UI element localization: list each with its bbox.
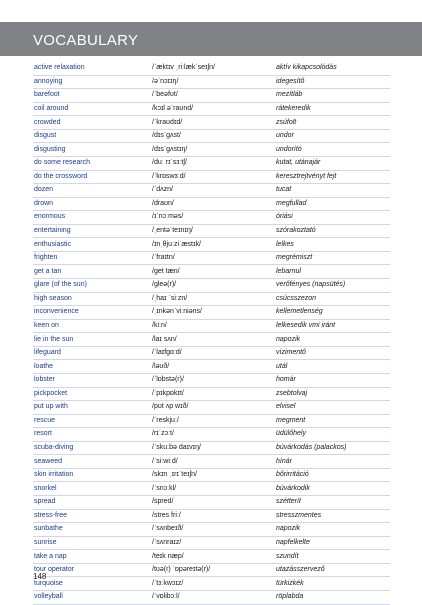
vocabulary-word: enthusiastic: [33, 238, 150, 252]
vocabulary-row: [33, 116, 390, 130]
pronunciation: /ˈpɪkpɒkɪt/: [150, 387, 273, 401]
pronunciation: /ɡleə(r)/: [150, 279, 273, 293]
translation: megment: [273, 414, 390, 428]
vocabulary-word: glare (of the sun): [33, 279, 150, 293]
page-number: 148: [33, 572, 47, 581]
translation: undorító: [273, 143, 390, 157]
vocabulary-row: [33, 428, 390, 442]
vocabulary-word: coil around: [33, 102, 150, 116]
pronunciation: /ˈfraɪtn/: [150, 251, 273, 265]
translation: bőrirritáció: [273, 468, 390, 482]
translation: búvárkodás (palackos): [273, 441, 390, 455]
translation: türkizkék: [273, 577, 390, 591]
vocabulary-row: [33, 197, 390, 211]
vocabulary-word: sunrise: [33, 536, 150, 550]
pronunciation: /ˈæktɪv ˌriːlækˈseɪʃn/: [150, 62, 273, 75]
pronunciation: /ˈlaɪfɡɑːd/: [150, 346, 273, 360]
vocabulary-row: [33, 75, 390, 89]
translation: szétterít: [273, 496, 390, 510]
vocabulary-word: high season: [33, 292, 150, 306]
vocabulary-row: [33, 129, 390, 143]
pronunciation: /ɪnˌθjuːziˈæstɪk/: [150, 238, 273, 252]
pronunciation: /ˈsnɔːkl/: [150, 482, 273, 496]
pronunciation: /ˈkrɒswɜːd/: [150, 170, 273, 184]
translation: megrémiszt: [273, 251, 390, 265]
vocabulary-word: disgusting: [33, 143, 150, 157]
vocabulary-word: snorkel: [33, 482, 150, 496]
vocabulary-row: [33, 536, 390, 550]
translation: lelkes: [273, 238, 390, 252]
translation: hínár: [273, 455, 390, 469]
vocabulary-row: [33, 577, 390, 591]
pronunciation: /kɔɪl əˈraʊnd/: [150, 102, 273, 116]
vocabulary-row: [33, 224, 390, 238]
vocabulary-word: take a nap: [33, 550, 150, 564]
vocabulary-row: [33, 89, 390, 103]
translation: utazásszervező: [273, 563, 390, 577]
vocabulary-word: crowded: [33, 116, 150, 130]
pronunciation: /ˈskuːbə daɪvɪŋ/: [150, 441, 273, 455]
vocabulary-row: [33, 265, 390, 279]
vocabulary-list: [33, 62, 390, 604]
pronunciation: /ˈtɜːkwɔɪz/: [150, 577, 273, 591]
vocabulary-row: [33, 251, 390, 265]
translation: stresszmentes: [273, 509, 390, 523]
vocabulary-row: [33, 279, 390, 293]
translation: búvárkodik: [273, 482, 390, 496]
vocabulary-row: [33, 143, 390, 157]
pronunciation: /dɪsˈɡʌstɪŋ/: [150, 143, 273, 157]
vocabulary-word: inconvenience: [33, 306, 150, 320]
translation: kellemetlenség: [273, 306, 390, 320]
vocabulary-row: [33, 414, 390, 428]
vocabulary-row: [33, 468, 390, 482]
vocabulary-row: [33, 156, 390, 170]
vocabulary-row: [33, 455, 390, 469]
translation: napozik: [273, 523, 390, 537]
vocabulary-row: [33, 563, 390, 577]
vocabulary-word: pickpocket: [33, 387, 150, 401]
vocabulary-word: lie in the sun: [33, 333, 150, 347]
translation: homár: [273, 373, 390, 387]
vocabulary-word: skin irritation: [33, 468, 150, 482]
vocabulary-row: [33, 401, 390, 415]
translation: rátekeredik: [273, 102, 390, 116]
vocabulary-table: [33, 62, 390, 605]
translation: napozik: [273, 333, 390, 347]
vocabulary-word: sunbathe: [33, 523, 150, 537]
pronunciation: /ˈbeəfʊt/: [150, 89, 273, 103]
vocabulary-word: turquoise: [33, 577, 150, 591]
vocabulary-row: [33, 373, 390, 387]
pronunciation: /əˈnɔɪɪŋ/: [150, 75, 273, 89]
translation: lebarnul: [273, 265, 390, 279]
vocabulary-row: [33, 292, 390, 306]
vocabulary-row: [33, 102, 390, 116]
vocabulary-row: [33, 482, 390, 496]
pronunciation: /ˌɪnkənˈviːniəns/: [150, 306, 273, 320]
translation: zsúfolt: [273, 116, 390, 130]
vocabulary-word: enormous: [33, 211, 150, 225]
vocabulary-row: [33, 387, 390, 401]
vocabulary-row: [33, 523, 390, 537]
vocabulary-word: volleyball: [33, 590, 150, 604]
vocabulary-row: [33, 306, 390, 320]
pronunciation: /teɪk næp/: [150, 550, 273, 564]
pronunciation: /ˈsʌnraɪz/: [150, 536, 273, 550]
vocabulary-word: get a tan: [33, 265, 150, 279]
pronunciation: /ləʊð/: [150, 360, 273, 374]
vocabulary-word: frighten: [33, 251, 150, 265]
vocabulary-word: put up with: [33, 401, 150, 415]
vocabulary-row: [33, 170, 390, 184]
vocabulary-word: active relaxation: [33, 62, 150, 75]
translation: kutat, utánajár: [273, 156, 390, 170]
pronunciation: /ˈvɒlibɔːl/: [150, 590, 273, 604]
translation: aktív kikapcsolódás: [273, 62, 390, 75]
vocabulary-word: dozen: [33, 184, 150, 198]
pronunciation: /ˈkraʊdɪd/: [150, 116, 273, 130]
vocabulary-word: entertaining: [33, 224, 150, 238]
vocabulary-word: disgust: [33, 129, 150, 143]
page-title: VOCABULARY: [33, 32, 139, 49]
vocabulary-row: [33, 441, 390, 455]
pronunciation: /pʊt ʌp wɪð/: [150, 401, 273, 415]
vocabulary-word: resort: [33, 428, 150, 442]
vocabulary-row: [33, 550, 390, 564]
pronunciation: /ˈreskjuː/: [150, 414, 273, 428]
vocabulary-word: lobster: [33, 373, 150, 387]
translation: szórakoztató: [273, 224, 390, 238]
pronunciation: /spred/: [150, 496, 273, 510]
vocabulary-row: [33, 238, 390, 252]
vocabulary-word: drown: [33, 197, 150, 211]
vocabulary-word: spread: [33, 496, 150, 510]
vocabulary-word: do the crossword: [33, 170, 150, 184]
vocabulary-row: [33, 496, 390, 510]
translation: keresztrejtvényt fejt: [273, 170, 390, 184]
pronunciation: /ˈlɒbstə(r)/: [150, 373, 273, 387]
vocabulary-word: scuba-diving: [33, 441, 150, 455]
vocabulary-word: loathe: [33, 360, 150, 374]
pronunciation: /kiːn/: [150, 319, 273, 333]
pronunciation: /ɡet tæn/: [150, 265, 273, 279]
vocabulary-word: barefoot: [33, 89, 150, 103]
vocabulary-word: do some research: [33, 156, 150, 170]
translation: üdülőhely: [273, 428, 390, 442]
vocabulary-word: rescue: [33, 414, 150, 428]
pronunciation: /dɪsˈɡʌst/: [150, 129, 273, 143]
translation: lelkesedik vmi iránt: [273, 319, 390, 333]
translation: vízimentő: [273, 346, 390, 360]
pronunciation: /draʊn/: [150, 197, 273, 211]
vocabulary-row: [33, 211, 390, 225]
vocabulary-row: [33, 509, 390, 523]
pronunciation: /rɪˈzɔːt/: [150, 428, 273, 442]
translation: tucat: [273, 184, 390, 198]
pronunciation: /stres friː/: [150, 509, 273, 523]
vocabulary-row: [33, 333, 390, 347]
vocabulary-row: [33, 346, 390, 360]
translation: utál: [273, 360, 390, 374]
vocabulary-row: [33, 184, 390, 198]
translation: szundít: [273, 550, 390, 564]
pronunciation: /ɪˈnɔːməs/: [150, 211, 273, 225]
vocabulary-word: lifeguard: [33, 346, 150, 360]
pronunciation: /ˈsiːwiːd/: [150, 455, 273, 469]
vocabulary-word: seaweed: [33, 455, 150, 469]
translation: undor: [273, 129, 390, 143]
vocabulary-word: stress-free: [33, 509, 150, 523]
pronunciation: /ˌhaɪ ˈsiːzn/: [150, 292, 273, 306]
translation: mezítláb: [273, 89, 390, 103]
pronunciation: /ˈdʌzn/: [150, 184, 273, 198]
translation: megfullad: [273, 197, 390, 211]
translation: napfelkelte: [273, 536, 390, 550]
vocabulary-row: [33, 319, 390, 333]
pronunciation: /tʊə(r) ˈɒpəreɪtə(r)/: [150, 563, 273, 577]
translation: verőfényes (napsütés): [273, 279, 390, 293]
vocabulary-row: [33, 360, 390, 374]
pronunciation: /ˌentəˈteɪnɪŋ/: [150, 224, 273, 238]
pronunciation: /ˈsʌnbeɪð/: [150, 523, 273, 537]
pronunciation: /skɪn ˌɪrɪˈteɪʃn/: [150, 468, 273, 482]
translation: idegesítő: [273, 75, 390, 89]
translation: óriási: [273, 211, 390, 225]
translation: röplabda: [273, 590, 390, 604]
pronunciation: /laɪ sʌn/: [150, 333, 273, 347]
vocabulary-row: [33, 590, 390, 604]
vocabulary-word: keen on: [33, 319, 150, 333]
vocabulary-row: [33, 62, 390, 75]
translation: zsebtolvaj: [273, 387, 390, 401]
pronunciation: /duː rɪˈsɜːtʃ/: [150, 156, 273, 170]
vocabulary-word: tour operator: [33, 563, 150, 577]
vocabulary-word: annoying: [33, 75, 150, 89]
translation: csúcsszezon: [273, 292, 390, 306]
translation: elvisel: [273, 401, 390, 415]
